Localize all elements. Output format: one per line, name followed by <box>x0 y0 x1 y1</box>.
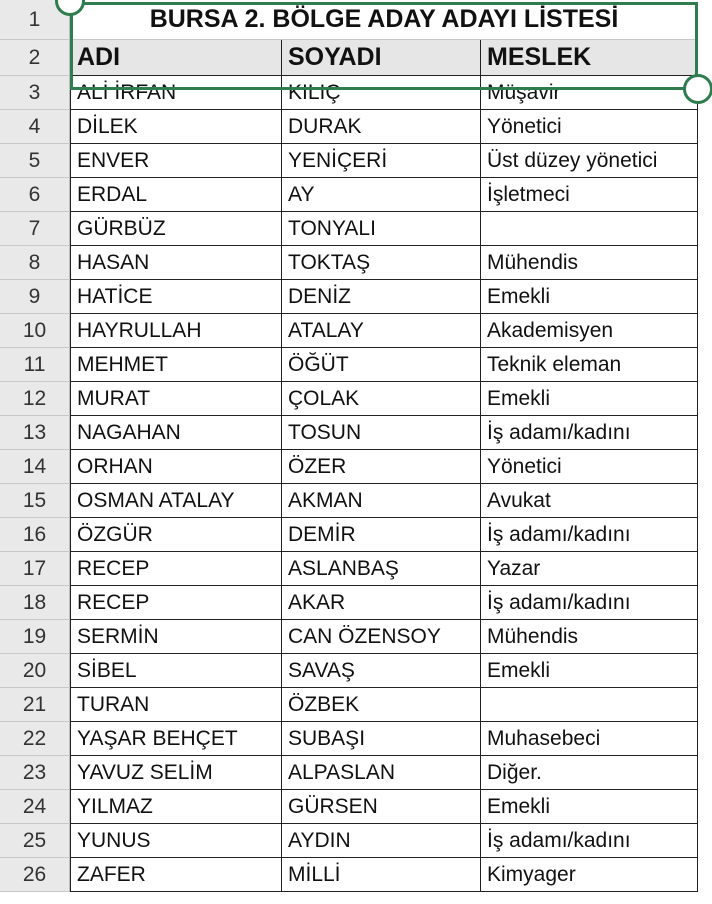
surname-cell[interactable]: AKAR <box>282 586 481 620</box>
name-cell[interactable]: YUNUS <box>70 824 282 858</box>
row-number[interactable]: 20 <box>0 654 70 688</box>
table-row <box>0 178 712 212</box>
table-row <box>0 382 712 416</box>
row-number[interactable]: 3 <box>0 76 70 110</box>
table-row <box>0 280 712 314</box>
name-cell[interactable]: ENVER <box>70 144 282 178</box>
name-cell[interactable]: ALİ İRFAN <box>70 76 282 110</box>
surname-cell[interactable]: ÇOLAK <box>282 382 481 416</box>
row-number[interactable]: 22 <box>0 722 70 756</box>
name-cell[interactable]: YAVUZ SELİM <box>70 756 282 790</box>
profession-cell[interactable]: Kimyager <box>481 858 698 892</box>
row-number[interactable]: 12 <box>0 382 70 416</box>
table-row <box>0 518 712 552</box>
surname-cell[interactable]: KILIÇ <box>282 76 481 110</box>
profession-cell[interactable] <box>481 212 698 246</box>
header-cell-soyadi[interactable]: SOYADI <box>282 40 481 76</box>
profession-cell[interactable]: Emekli <box>481 382 698 416</box>
profession-cell[interactable]: Teknik eleman <box>481 348 698 382</box>
surname-cell[interactable]: DEMİR <box>282 518 481 552</box>
surname-cell[interactable]: AYDIN <box>282 824 481 858</box>
name-cell[interactable]: GÜRBÜZ <box>70 212 282 246</box>
profession-cell[interactable]: Emekli <box>481 654 698 688</box>
profession-cell[interactable]: Avukat <box>481 484 698 518</box>
profession-cell[interactable]: İş adamı/kadını <box>481 416 698 450</box>
surname-cell[interactable]: ÖĞÜT <box>282 348 481 382</box>
name-cell[interactable]: YAŞAR BEHÇET <box>70 722 282 756</box>
row-number[interactable]: 17 <box>0 552 70 586</box>
name-cell[interactable]: HAYRULLAH <box>70 314 282 348</box>
name-cell[interactable]: SİBEL <box>70 654 282 688</box>
profession-cell[interactable] <box>481 688 698 722</box>
name-cell[interactable]: NAGAHAN <box>70 416 282 450</box>
row-number[interactable]: 9 <box>0 280 70 314</box>
row-number[interactable]: 21 <box>0 688 70 722</box>
name-cell[interactable]: MEHMET <box>70 348 282 382</box>
profession-cell[interactable]: Müşavir <box>481 76 698 110</box>
profession-cell[interactable]: İşletmeci <box>481 178 698 212</box>
table-row <box>0 858 712 892</box>
table-row <box>0 790 712 824</box>
table-row <box>0 586 712 620</box>
table-row <box>0 620 712 654</box>
row-number[interactable]: 14 <box>0 450 70 484</box>
name-cell[interactable]: ORHAN <box>70 450 282 484</box>
row-number[interactable]: 2 <box>0 40 70 76</box>
name-cell[interactable]: MURAT <box>70 382 282 416</box>
row-number[interactable]: 4 <box>0 110 70 144</box>
name-cell[interactable]: YILMAZ <box>70 790 282 824</box>
surname-cell[interactable]: ASLANBAŞ <box>282 552 481 586</box>
name-cell[interactable]: ÖZGÜR <box>70 518 282 552</box>
row-number[interactable]: 16 <box>0 518 70 552</box>
name-cell[interactable]: HATİCE <box>70 280 282 314</box>
surname-cell[interactable]: GÜRSEN <box>282 790 481 824</box>
name-cell[interactable]: RECEP <box>70 586 282 620</box>
row-number[interactable]: 13 <box>0 416 70 450</box>
surname-cell[interactable]: CAN ÖZENSOY <box>282 620 481 654</box>
profession-cell[interactable]: Akademisyen <box>481 314 698 348</box>
profession-cell[interactable]: Mühendis <box>481 620 698 654</box>
row-number[interactable]: 26 <box>0 858 70 892</box>
name-cell[interactable]: HASAN <box>70 246 282 280</box>
surname-cell[interactable]: ALPASLAN <box>282 756 481 790</box>
table-row <box>0 110 712 144</box>
surname-cell[interactable]: DURAK <box>282 110 481 144</box>
name-cell[interactable]: RECEP <box>70 552 282 586</box>
surname-cell[interactable]: SAVAŞ <box>282 654 481 688</box>
surname-cell[interactable]: DENİZ <box>282 280 481 314</box>
surname-cell[interactable]: TOSUN <box>282 416 481 450</box>
table-row <box>0 756 712 790</box>
surname-cell[interactable]: YENİÇERİ <box>282 144 481 178</box>
name-cell[interactable]: ZAFER <box>70 858 282 892</box>
table-row <box>0 416 712 450</box>
surname-cell[interactable]: SUBAŞI <box>282 722 481 756</box>
row-number[interactable]: 8 <box>0 246 70 280</box>
surname-cell[interactable]: TONYALI <box>282 212 481 246</box>
sheet-title[interactable]: BURSA 2. BÖLGE ADAY ADAYI LİSTESİ <box>70 0 698 40</box>
table-row <box>0 824 712 858</box>
surname-cell[interactable]: MİLLİ <box>282 858 481 892</box>
row-number[interactable]: 11 <box>0 348 70 382</box>
row-number[interactable]: 6 <box>0 178 70 212</box>
selection-handle-bottom-right[interactable] <box>683 74 712 104</box>
profession-cell[interactable]: Yazar <box>481 552 698 586</box>
row-number[interactable]: 10 <box>0 314 70 348</box>
table-row <box>0 722 712 756</box>
table-row <box>0 654 712 688</box>
table-row <box>0 144 712 178</box>
row-number[interactable]: 23 <box>0 756 70 790</box>
table-row <box>0 552 712 586</box>
row-number[interactable]: 5 <box>0 144 70 178</box>
surname-cell[interactable]: AY <box>282 178 481 212</box>
row-number[interactable]: 15 <box>0 484 70 518</box>
surname-cell[interactable]: AKMAN <box>282 484 481 518</box>
surname-cell[interactable]: ATALAY <box>282 314 481 348</box>
table-row <box>0 484 712 518</box>
header-cell-meslek[interactable]: MESLEK <box>481 40 698 76</box>
row-number[interactable]: 18 <box>0 586 70 620</box>
profession-cell[interactable]: Muhasebeci <box>481 722 698 756</box>
name-cell[interactable]: SERMİN <box>70 620 282 654</box>
table-row <box>0 348 712 382</box>
row-number[interactable]: 1 <box>0 0 70 40</box>
table-row <box>0 246 712 280</box>
row-number[interactable]: 25 <box>0 824 70 858</box>
profession-cell[interactable]: Üst düzey yönetici <box>481 144 698 178</box>
row-number[interactable]: 7 <box>0 212 70 246</box>
profession-cell[interactable]: Diğer. <box>481 756 698 790</box>
profession-cell[interactable]: Emekli <box>481 790 698 824</box>
table-row <box>0 688 712 722</box>
profession-cell[interactable]: Emekli <box>481 280 698 314</box>
table-row <box>0 314 712 348</box>
header-row <box>0 40 712 76</box>
table-row <box>0 76 712 110</box>
profession-cell[interactable]: Mühendis <box>481 246 698 280</box>
title-row <box>0 0 712 40</box>
profession-cell[interactable]: İş adamı/kadını <box>481 586 698 620</box>
row-number[interactable]: 24 <box>0 790 70 824</box>
table-row <box>0 212 712 246</box>
name-cell[interactable]: DİLEK <box>70 110 282 144</box>
profession-cell[interactable]: Yönetici <box>481 450 698 484</box>
surname-cell[interactable]: ÖZER <box>282 450 481 484</box>
surname-cell[interactable]: TOKTAŞ <box>282 246 481 280</box>
name-cell[interactable]: OSMAN ATALAY <box>70 484 282 518</box>
name-cell[interactable]: ERDAL <box>70 178 282 212</box>
profession-cell[interactable]: İş adamı/kadını <box>481 824 698 858</box>
table-row <box>0 450 712 484</box>
profession-cell[interactable]: Yönetici <box>481 110 698 144</box>
header-cell-adi[interactable]: ADI <box>70 40 282 76</box>
row-number[interactable]: 19 <box>0 620 70 654</box>
surname-cell[interactable]: ÖZBEK <box>282 688 481 722</box>
name-cell[interactable]: TURAN <box>70 688 282 722</box>
profession-cell[interactable]: İş adamı/kadını <box>481 518 698 552</box>
